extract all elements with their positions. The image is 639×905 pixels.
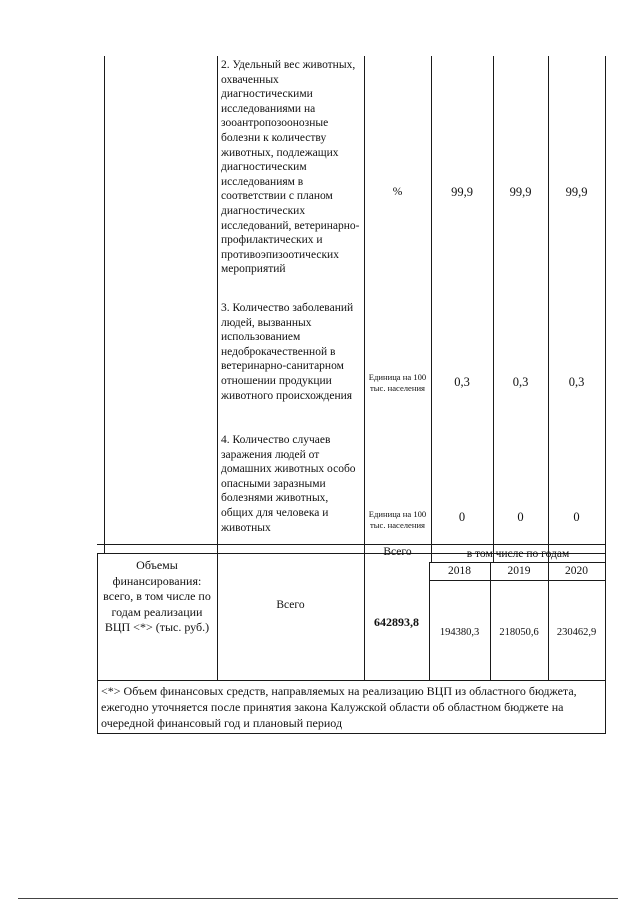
indicator-4-text: 4. Количество случаев заражения людей от домашних животных особо опасными заразными болезнями животных, общих для человека и животных — [221, 434, 356, 534]
funding-label: Объемы финансирования: всего, в том числе по годам реализации ВЦП <*> (тыс. руб.) — [103, 558, 211, 634]
funding-2018-value: 194380,3 — [439, 627, 480, 638]
indicator-3-unit: Единица на 100 тыс. населения — [368, 372, 427, 393]
indicator-2-value-2020: 99,9 — [565, 185, 588, 199]
row-line-years-bottom — [429, 580, 606, 581]
col-divider-2 — [364, 56, 365, 680]
table-border-left-lower — [97, 553, 98, 733]
indicator-2-value-2018: 99,9 — [451, 185, 473, 199]
row-line-indicators-end — [97, 544, 606, 545]
row-line-funding-end — [97, 680, 606, 681]
table-border-left — [104, 56, 105, 553]
year-2019-header: 2019 — [507, 565, 531, 577]
col-divider-3 — [431, 56, 432, 562]
indicator-2-text: 2. Удельный вес животных, охваченных диагностическими исследованиями на зооантропозоонозные болезни к количеству животных, подлежащих диагностическим исследованиям в соответствии с планом диагностических исследований, ветеринарно-профилактических и противоэпизоотических мероприятий — [221, 59, 360, 276]
table-border-right — [605, 56, 606, 733]
footnote: <*> Объем финансовых средств, направляемых на реализацию ВЦП из областного бюджета, ежегодно уточняется после принятия закона Калужской области об областном бюджете на очередной финансовый год и плановый период — [101, 684, 577, 730]
indicator-4-unit: Единица на 100 тыс. населения — [368, 509, 427, 530]
col-divider-5 — [548, 56, 549, 562]
indicator-4-value-2019: 0 — [517, 510, 524, 524]
funding-col-label: Всего — [276, 599, 305, 611]
indicator-3-value-2020: 0,3 — [568, 375, 585, 389]
funding-by-years-header: в том числе по годам — [466, 548, 570, 560]
indicator-3-text: 3. Количество заболеваний людей, вызванных использованием недоброкачественной в ветеринарно-санитарном отношении продукции животного происхождения — [221, 302, 354, 402]
indicator-4-value-2018: 0 — [458, 510, 466, 524]
table-border-bottom — [97, 733, 606, 734]
funding-2020-value: 230462,9 — [556, 627, 597, 638]
page-bottom-rule — [18, 898, 618, 899]
col-divider-1 — [217, 56, 218, 680]
indicator-3-value-2019: 0,3 — [512, 375, 529, 389]
indicator-2-value-2019: 99,9 — [509, 185, 532, 199]
funding-2019-value: 218050,6 — [499, 627, 539, 638]
indicator-2-unit: % — [392, 186, 403, 198]
indicator-3-value-2018: 0,3 — [454, 375, 470, 389]
funding-total-value: 642893,8 — [374, 615, 419, 629]
row-line-years — [429, 562, 606, 563]
year-2018-header: 2018 — [448, 565, 471, 577]
col-divider-4 — [493, 56, 494, 562]
year-2020-header: 2020 — [565, 565, 588, 577]
indicator-4-value-2020: 0 — [573, 510, 580, 524]
funding-total-header: Всего — [383, 546, 412, 558]
